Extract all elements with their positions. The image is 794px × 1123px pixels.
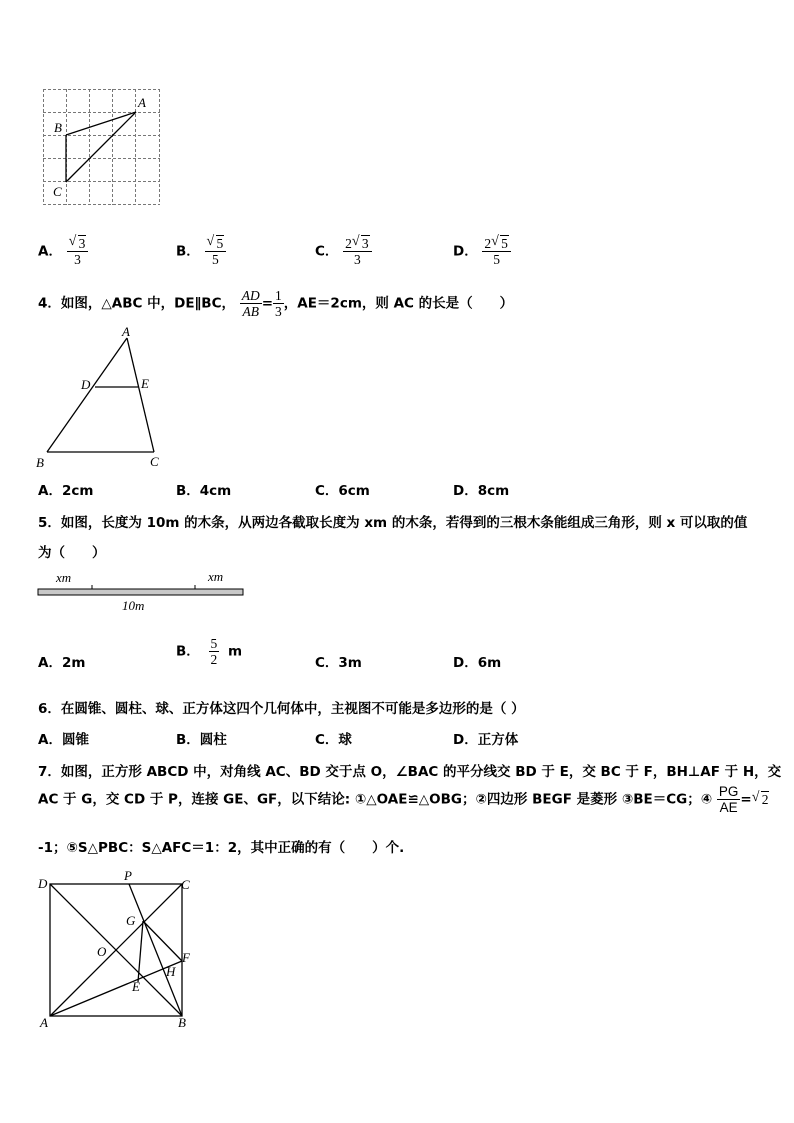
q5-option-a: A．2m <box>38 655 86 671</box>
q6-option-a: A．圆锥 <box>38 732 89 748</box>
label-o: O <box>97 944 107 959</box>
q6-stem: 6．在圆锥、圆柱、球、正方体这四个几何体中，主视图不可能是多边形的是（ ） <box>38 701 525 717</box>
q7-stem-line1: 7．如图，正方形 ABCD 中，对角线 AC、BD 交于点 O，∠BAC 的平分线交 BD 于 E，交 BC 于 F，BH⊥AF 于 H，交 <box>38 764 782 780</box>
q7-stem-line3: -1；⑤S△PBC：S△AFC＝1：2，其中正确的有（ ）个. <box>38 840 405 856</box>
q6-option-b: B．圆柱 <box>176 732 227 748</box>
label-a: A <box>122 326 130 339</box>
label-e: E <box>132 979 140 994</box>
label-c: C <box>150 454 159 469</box>
label-10m: 10m <box>122 598 145 613</box>
label-h: H <box>166 964 176 979</box>
q4-option-c: C．6cm <box>315 483 370 499</box>
label-p: P <box>124 868 132 883</box>
q4-stem: 4．如图，△ABC 中，DE∥BC， $\frac{AD}{AB}$ = $\frac{1}{3}$ ，AE＝2cm，则 AC 的长是（ ） <box>38 288 514 319</box>
label-c: C <box>181 877 190 892</box>
q4-option-a: A．2cm <box>38 483 94 499</box>
q6-option-d: D．正方体 <box>453 732 519 748</box>
label-a: A <box>138 95 146 110</box>
label-b: B <box>54 120 62 135</box>
q5-option-d: D．6m <box>453 655 502 671</box>
q6-option-c: C．球 <box>315 732 352 748</box>
q7-square-figure <box>34 866 204 1036</box>
label-a: A <box>40 1015 48 1030</box>
q3-option-c: C． 2 √ 3 3 <box>315 236 372 267</box>
label-e: E <box>141 376 149 391</box>
label-g: G <box>126 913 136 928</box>
label-d: D <box>81 377 91 392</box>
q5-option-c: C．3m <box>315 655 362 671</box>
label-f: F <box>182 950 190 965</box>
q4-option-b: B．4cm <box>176 483 232 499</box>
q4-option-d: D．8cm <box>453 483 510 499</box>
q4-triangle-figure <box>30 326 170 471</box>
q5-stem-line1: 5．如图，长度为 10m 的木条，从两边各截取长度为 xm 的木条，若得到的三根木条能组成三角形，则 x 可以取的值 <box>38 515 748 531</box>
q5-stick-figure <box>34 568 249 618</box>
label-d: D <box>38 876 48 891</box>
label-c: C <box>53 184 62 199</box>
q5-option-b: B． $\frac{5}{2}$ m <box>176 636 243 667</box>
grid-triangle-figure <box>38 86 168 210</box>
q3-option-b: B． √ 5 5 <box>176 236 226 267</box>
q5-stem-line2: 为（ ） <box>38 545 106 561</box>
q7-stem-line2: AC 于 G，交 CD 于 P，连接 GE、GF，以下结论: ①△OAE≌△OBG；②四边形 BEGF 是菱形 ③BE＝CG；④ $\frac{PG}{AE}$ = √ 2 <box>38 784 769 815</box>
label-xm-right: xm <box>208 569 224 584</box>
label-xm-left: xm <box>56 570 72 585</box>
q3-option-d: D． 2 √ 5 5 <box>453 236 511 267</box>
label-b: B <box>178 1015 186 1030</box>
label-b: B <box>36 455 44 470</box>
q3-option-a: A． √ 3 3 <box>38 236 88 267</box>
